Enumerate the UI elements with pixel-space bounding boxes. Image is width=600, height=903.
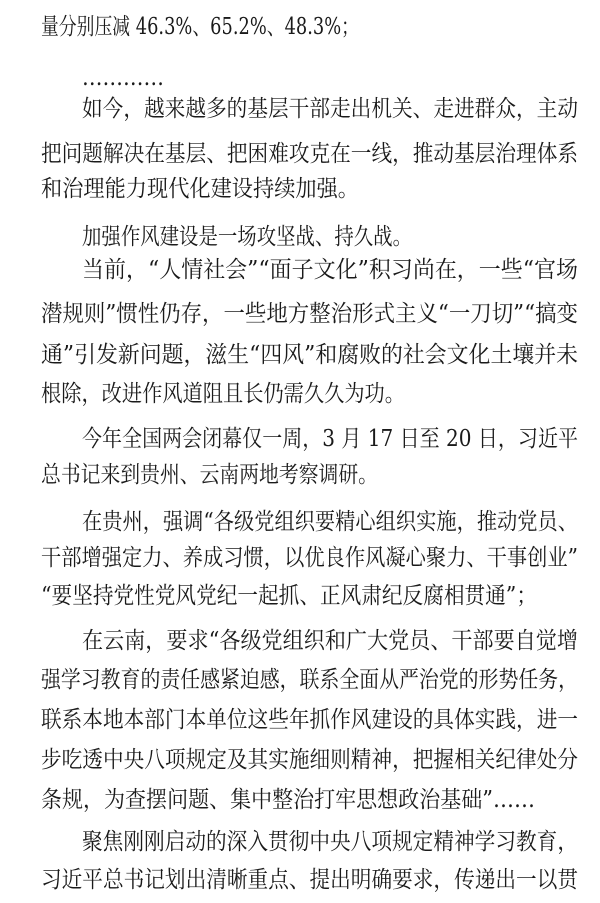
text-line: 联系本地本部门本单位这些年抓作风建设的具体实践，进一 [41, 707, 578, 733]
text-line: 习近平总书记划出清晰重点、提出明确要求，传递出一以贯 [41, 867, 578, 893]
text-line: 条规，为查摆问题、集中整治打牢思想政治基础”…… [41, 787, 535, 813]
text-line: 量分别压减 46.3%、65.2%、48.3%； [41, 14, 359, 40]
paragraph-first-line: 如今，越来越多的基层干部走出机关、走进群众，主动 [82, 96, 578, 122]
text-line: 强学习教育的责任感紧迫感，联系全面从严治党的形势任务， [41, 667, 578, 693]
text-line: 和治理能力现代化建设持续加强。 [41, 176, 359, 202]
paragraph-first-line: 加强作风建设是一场攻坚战、持久战。 [82, 224, 412, 250]
paragraph-first-line: 今年全国两会闭幕仅一周，3 月 17 日至 20 日，习近平 [82, 426, 578, 452]
paragraph-first-line: 在云南，要求“各级党组织和广大党员、干部要自觉增 [82, 628, 578, 654]
text-line: 把问题解决在基层、把困难攻克在一线，推动基层治理体系 [41, 141, 578, 167]
text-line: “要坚持党性党风党纪一起抓、正风肃纪反腐相贯通”； [41, 583, 537, 609]
ellipsis-line: ………… [82, 65, 164, 91]
text-line: 总书记来到贵州、云南两地考察调研。 [41, 462, 378, 488]
text-line: 通”引发新问题，滋生“四风”和腐败的社会文化土壤并未 [41, 342, 578, 368]
text-line: 干部增强定力、养成习惯，以优良作风凝心聚力、干事创业” [41, 545, 578, 571]
paragraph-first-line: 当前，“人情社会”“面子文化”积习尚在，一些“官场 [82, 257, 578, 283]
text-line: 潜规则”惯性仍存，一些地方整治形式主义“一刀切”“搞变 [41, 301, 578, 327]
text-line: 根除，改进作风道阻且长仍需久久为功。 [41, 381, 405, 407]
text-line: 步吃透中央八项规定及其实施细则精神，把握相关纪律处分 [41, 747, 578, 773]
paragraph-first-line: 聚焦刚刚启动的深入贯彻中央八项规定精神学习教育， [82, 829, 578, 855]
paragraph-first-line: 在贵州，强调“各级党组织要精心组织实施，推动党员、 [82, 509, 578, 535]
